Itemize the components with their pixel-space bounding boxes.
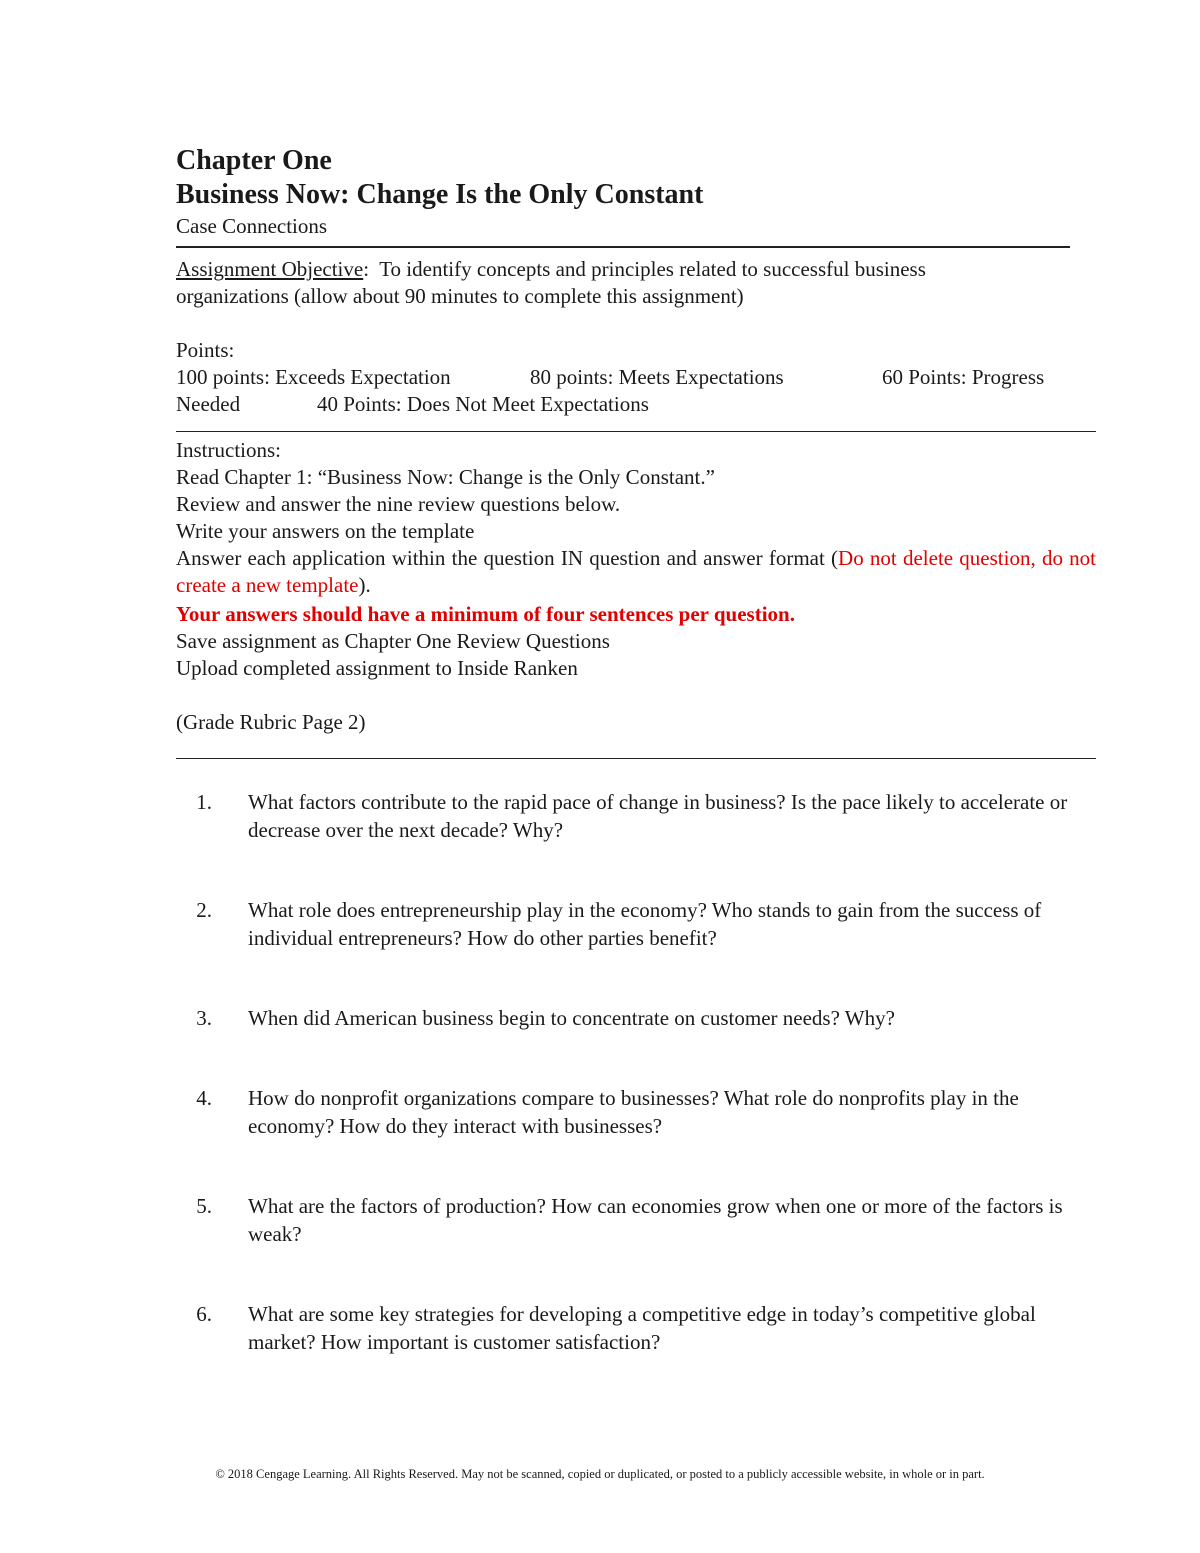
objective-line1 <box>176 256 1096 283</box>
instruction-4-end: ). <box>358 573 371 597</box>
question-item <box>176 896 1096 952</box>
question-text: How do nonprofit organizations compare to businesses? What role do nonprofits play in the economy? How do they interact with businesses? <box>248 1086 1019 1138</box>
spacer <box>176 759 1096 788</box>
points-row-2 <box>176 391 1096 418</box>
instruction-2: Review and answer the nine review questions below. <box>176 492 621 516</box>
grade-rubric-note: (Grade Rubric Page 2) <box>176 710 366 734</box>
question-number: 1. <box>196 790 212 814</box>
points-40: 40 Points: Does Not Meet Expectations <box>317 392 649 416</box>
copyright-footer: © 2018 Cengage Learning. All Rights Reserved. May not be scanned, copied or duplicated, or posted to a publicly accessible website, in whole or in part. <box>215 1467 985 1481</box>
page-content <box>176 144 1096 1408</box>
question-item <box>176 1084 1096 1140</box>
question-item <box>176 788 1096 844</box>
spacer <box>176 418 1096 431</box>
spacer <box>176 310 1096 337</box>
question-number: 4. <box>196 1086 212 1110</box>
question-list <box>176 788 1096 1356</box>
points-label: Points: <box>176 338 235 362</box>
points-60: 60 Points: Progress <box>882 365 1045 389</box>
instruction-3: Write your answers on the template <box>176 519 475 543</box>
question-number: 3. <box>196 1006 212 1030</box>
question-text: What are some key strategies for developing a competitive edge in today’s competitive global market? How important is customer satisfaction? <box>248 1302 1036 1354</box>
instruction-4-text: Answer each application within the question IN question and answer format ( <box>176 546 839 570</box>
header-rule <box>176 246 1070 248</box>
question-item <box>176 1004 1096 1032</box>
question-number: 2. <box>196 898 212 922</box>
instruction-5-emphasis: Your answers should have a minimum of four sentences per question. <box>176 602 795 626</box>
instruction-7: Upload completed assignment to Inside Ranken <box>176 656 578 680</box>
instruction-4-warning: Do not delete question, do not create a new template <box>176 546 1096 597</box>
question-text: What are the factors of production? How can economies grow when one or more of the factors is weak? <box>248 1194 1063 1246</box>
question-text: What factors contribute to the rapid pace of change in business? Is the pace likely to accelerate or decrease over the next decade? Why? <box>248 790 1068 842</box>
objective-line2: organizations (allow about 90 minutes to complete this assignment) <box>176 284 744 308</box>
question-number: 6. <box>196 1302 212 1326</box>
question-item <box>176 1192 1096 1248</box>
points-row-1 <box>176 364 1096 391</box>
instruction-6: Save assignment as Chapter One Review Questions <box>176 629 610 653</box>
points-80: 80 points: Meets Expectations <box>530 365 784 389</box>
objective-text-1: To identify concepts and principles related to successful business <box>379 257 926 281</box>
objective-label: Assignment Objective <box>176 257 364 281</box>
instruction-4 <box>176 545 1096 599</box>
question-number: 5. <box>196 1194 212 1218</box>
instruction-1: Read Chapter 1: “Business Now: Change is the Only Constant.” <box>176 465 715 489</box>
question-text: When did American business begin to concentrate on customer needs? Why? <box>248 1006 895 1030</box>
question-text: What role does entrepreneurship play in the economy? Who stands to gain from the success of individual entrepreneurs? How do other parties benefit? <box>248 898 1042 950</box>
instructions-label: Instructions: <box>176 438 281 462</box>
chapter-title: Business Now: Change Is the Only Constant <box>176 179 704 210</box>
points-100: 100 points: Exceeds Expectation <box>176 365 451 389</box>
objective-colon: : <box>363 257 370 281</box>
spacer <box>176 682 1096 709</box>
section-subtitle: Case Connections <box>176 214 328 238</box>
points-60-cont: Needed <box>176 392 241 416</box>
chapter-heading: Chapter One <box>176 145 332 176</box>
question-item <box>176 1300 1096 1356</box>
spacer <box>176 736 1096 758</box>
